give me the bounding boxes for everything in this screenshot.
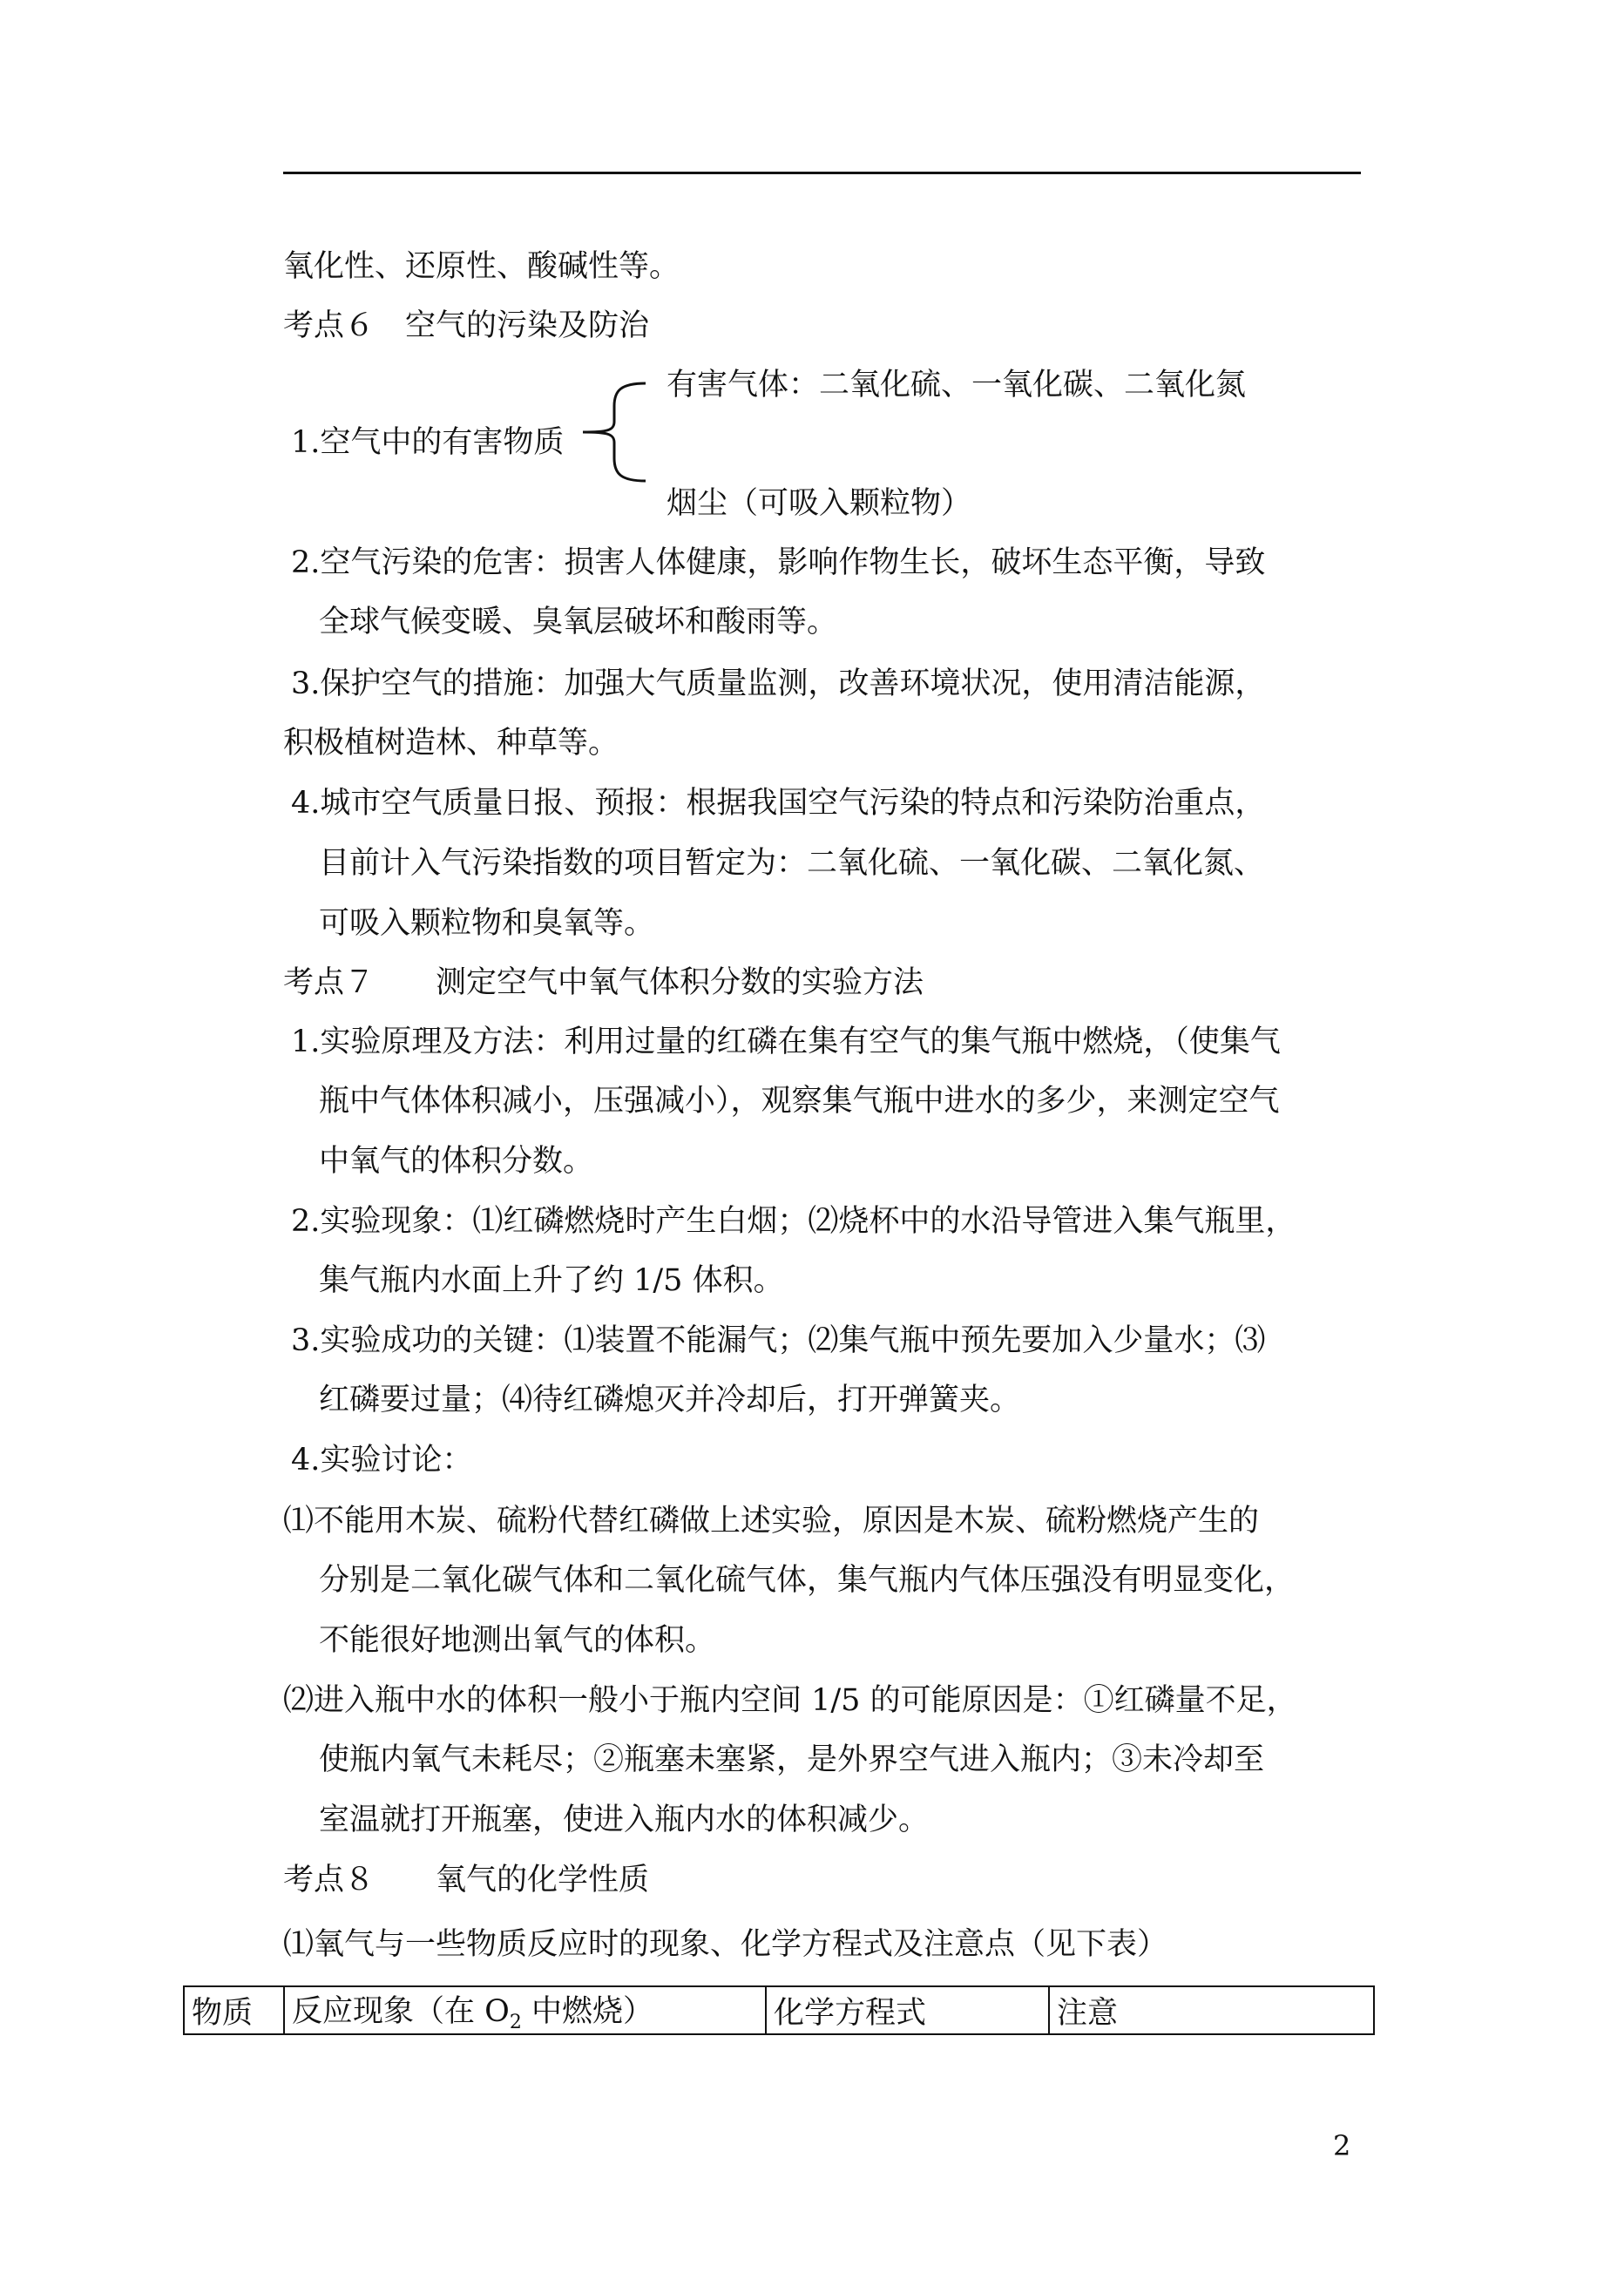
text-line: 有害气体：二氧化硫、一氧化碳、二氧化氮 [667, 368, 1247, 402]
text-line: 3.实验成功的关键：⑴装置不能漏气；⑵集气瓶中预先要加入少量水；⑶ [291, 1323, 1266, 1358]
text-line: 使瓶内氧气未耗尽；②瓶塞未塞紧，是外界空气进入瓶内；③未冷却至 [319, 1742, 1265, 1777]
text-line: ⑵进入瓶中水的体积一般小于瓶内空间 1/5 的可能原因是：①红磷量不足， [283, 1683, 1297, 1718]
section-heading-7: 考点７ 测定空气中氧气体积分数的实验方法 [283, 965, 924, 1000]
text-line: 氧化性、还原性、酸碱性等。 [283, 249, 680, 284]
text-line: 3.保护空气的措施：加强大气质量监测，改善环境状况，使用清洁能源， [291, 666, 1266, 701]
text-line: 可吸入颗粒物和臭氧等。 [319, 906, 655, 941]
table-header-row [184, 1986, 1374, 2034]
text-line: 积极植树造林、种草等。 [283, 726, 619, 761]
text-line: 集气瓶内水面上升了约 1/5 体积。 [319, 1263, 784, 1298]
text-line: 不能很好地测出氧气的体积。 [319, 1623, 716, 1658]
text-line: 目前计入气污染指数的项目暂定为：二氧化硫、一氧化碳、二氧化氮、 [319, 846, 1265, 881]
text-line: 室温就打开瓶塞，使进入瓶内水的体积减少。 [319, 1803, 930, 1837]
table-header-cell: 物质 [184, 1986, 284, 2034]
text-line: 分别是二氧化碳气体和二氧化硫气体，集气瓶内气体压强没有明显变化， [319, 1563, 1296, 1598]
text-line: ⑴氧气与一些物质反应时的现象、化学方程式及注意点（见下表） [283, 1927, 1168, 1962]
text-line: 烟尘（可吸入颗粒物） [667, 486, 972, 521]
text-line: ⑴不能用木炭、硫粉代替红磷做上述实验，原因是木炭、硫粉燃烧产生的 [283, 1504, 1260, 1539]
header-rule [283, 172, 1361, 174]
text-line: 1.实验原理及方法：利用过量的红磷在集有空气的集气瓶中燃烧，（使集气 [291, 1025, 1281, 1059]
text-line: 2.空气污染的危害：损害人体健康，影响作物生长，破坏生态平衡，导致 [291, 545, 1266, 580]
page-number: 2 [1333, 2129, 1351, 2162]
table-header-cell: 反应现象（在 $O_2$ 中燃烧） [284, 1986, 766, 2034]
text-line: 1.空气中的有害物质 [291, 425, 565, 460]
table-header-cell: 化学方程式 [766, 1986, 1049, 2034]
text-line: 2.实验现象：⑴红磷燃烧时产生白烟；⑵烧杯中的水沿导管进入集气瓶里， [291, 1204, 1296, 1239]
text-line: 瓶中气体体积减小，压强减小），观察集气瓶中进水的多少，来测定空气 [319, 1084, 1280, 1119]
text-line: 红磷要过量；⑷待红磷熄灭并冷却后，打开弹簧夹。 [319, 1383, 1021, 1417]
section-heading-8: 考点８ 氧气的化学性质 [283, 1863, 650, 1897]
text-line: 中氧气的体积分数。 [319, 1144, 594, 1179]
table-header-cell: 注意 [1049, 1986, 1374, 2034]
text-line: 4.城市空气质量日报、预报：根据我国空气污染的特点和污染防治重点， [291, 786, 1266, 821]
text-line: 全球气候变暖、臭氧层破坏和酸雨等。 [319, 605, 838, 639]
section-heading-6: 考点６ 空气的污染及防治 [283, 308, 650, 343]
reaction-table [183, 1985, 1375, 2035]
text-line: 4.实验讨论： [291, 1443, 473, 1478]
brace-icon [578, 380, 647, 484]
